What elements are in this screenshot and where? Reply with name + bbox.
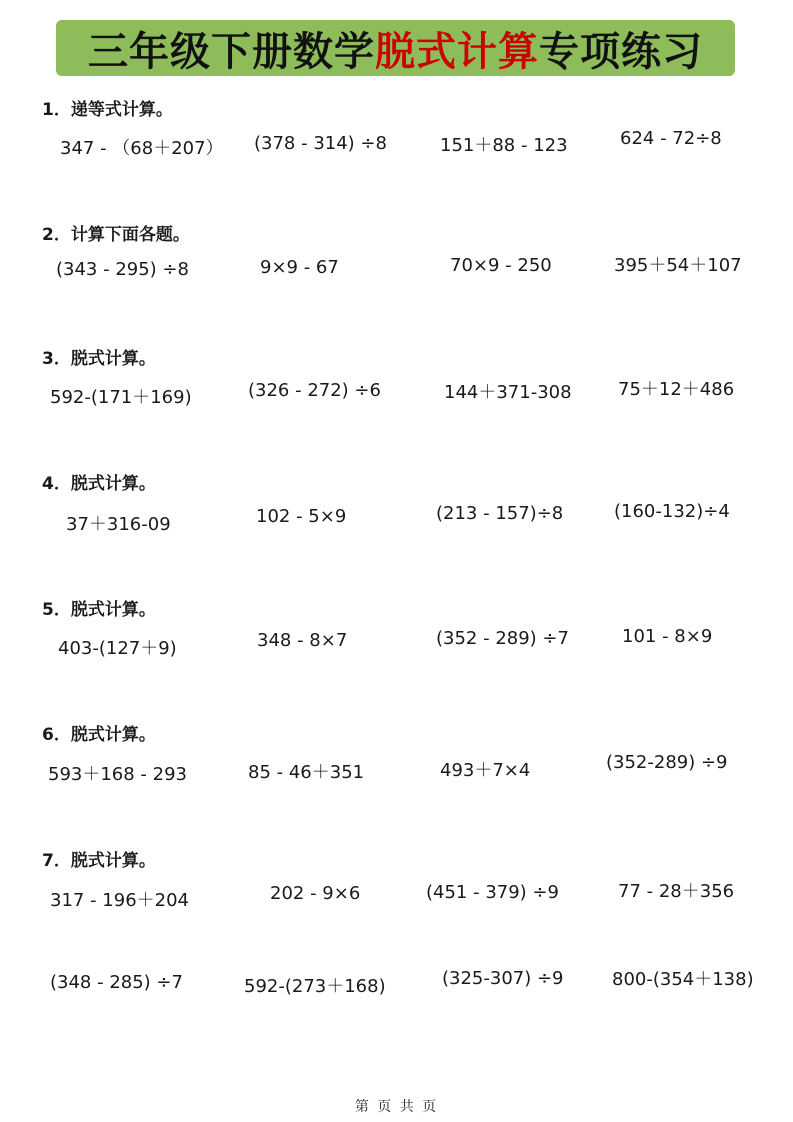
section-heading-6: 6．脱式计算。: [42, 725, 156, 745]
problem-3-3: 144＋371-308: [444, 382, 572, 403]
problem-4-1: 37＋316-09: [66, 514, 171, 535]
title-part-3: 专项练习: [539, 28, 703, 75]
problem-7-4: 77 - 28＋356: [618, 881, 735, 902]
problem-5-1: 403-(127＋9): [58, 638, 177, 659]
problem-2-4: 395＋54＋107: [614, 255, 742, 276]
title-part-1: 三年级下册数学: [88, 28, 375, 75]
title-highlight: 脱式计算: [375, 28, 539, 75]
problem-6-1: 593＋168 - 293: [48, 764, 188, 785]
problem-extra-2: 592-(273＋168): [244, 976, 386, 997]
problem-4-2: 102 - 5×9: [256, 506, 347, 527]
problem-5-2: 348 - 8×7: [257, 630, 348, 651]
problem-1-2: (378 - 314) ÷8: [254, 133, 387, 154]
section-heading-7: 7．脱式计算。: [42, 851, 156, 871]
problem-1-4: 624 - 72÷8: [620, 128, 722, 149]
problem-4-3: (213 - 157)÷8: [436, 503, 564, 524]
problem-7-2: 202 - 9×6: [270, 883, 361, 904]
problem-5-4: 101 - 8×9: [622, 626, 713, 647]
problem-3-1: 592-(171＋169): [50, 387, 192, 408]
problem-1-1: 347 - （68＋207）: [60, 138, 224, 159]
problem-3-2: (326 - 272) ÷6: [248, 380, 381, 401]
problem-2-1: (343 - 295) ÷8: [56, 259, 189, 280]
page-footer: 第 页 共 页: [354, 1099, 439, 1115]
section-heading-1: 1．递等式计算。: [42, 100, 173, 120]
section-heading-2: 2．计算下面各题。: [42, 225, 190, 245]
problem-extra-1: (348 - 285) ÷7: [50, 972, 183, 993]
problem-5-3: (352 - 289) ÷7: [436, 628, 569, 649]
problem-6-3: 493＋7×4: [440, 760, 531, 781]
problem-7-3: (451 - 379) ÷9: [426, 882, 559, 903]
problem-7-1: 317 - 196＋204: [50, 890, 190, 911]
section-heading-3: 3．脱式计算。: [42, 349, 156, 369]
problem-extra-3: (325-307) ÷9: [442, 968, 564, 989]
problem-extra-4: 800-(354＋138): [612, 969, 754, 990]
problem-1-3: 151＋88 - 123: [440, 135, 568, 156]
problem-6-4: (352-289) ÷9: [606, 752, 728, 773]
section-heading-4: 4．脱式计算。: [42, 474, 156, 494]
problem-6-2: 85 - 46＋351: [248, 762, 365, 783]
section-heading-5: 5．脱式计算。: [42, 600, 156, 620]
title-banner: [56, 20, 735, 76]
problem-2-2: 9×9 - 67: [260, 257, 339, 278]
problem-3-4: 75＋12＋486: [618, 379, 735, 400]
problem-4-4: (160-132)÷4: [614, 501, 730, 522]
problem-2-3: 70×9 - 250: [450, 255, 552, 276]
